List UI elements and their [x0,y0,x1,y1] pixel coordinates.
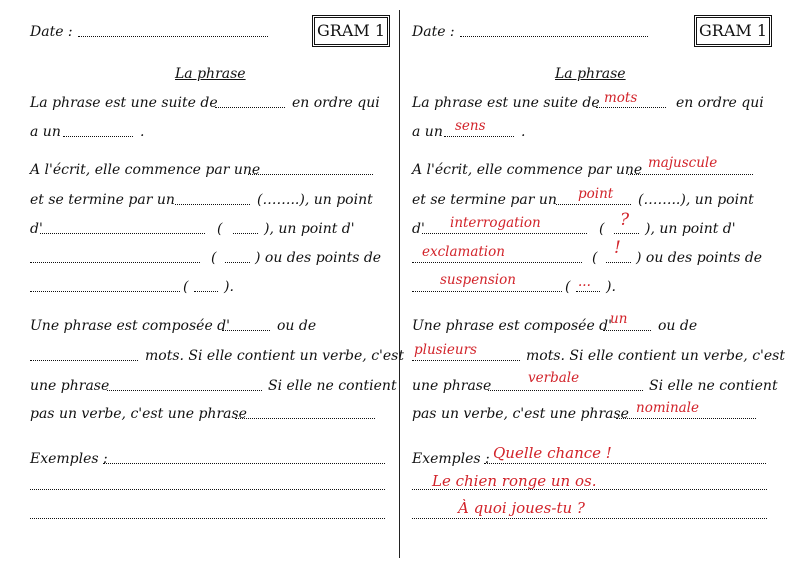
line6-open: ( [592,250,598,266]
blank-suspension[interactable] [30,291,180,292]
blank-interrogation[interactable] [40,233,205,234]
line6-end: ) ou des points de [255,250,382,266]
blank-ellipsis[interactable] [576,291,600,292]
line5-open: ( [217,221,223,237]
line8-start: Une phrase est composée d' [30,318,230,334]
example-line-3[interactable] [412,518,767,519]
blank-plusieurs[interactable] [30,360,138,361]
line7-open: ( [183,279,189,295]
example-line-2[interactable] [30,489,385,490]
line4-paren: (……..), un point [638,192,754,208]
line1-end: en ordre qui [292,95,380,111]
blank-majuscule[interactable] [248,174,373,175]
line5-open: ( [599,221,605,237]
corrected-worksheet [400,0,800,566]
worksheet-title: La phrase [555,66,626,82]
line8-end: ou de [277,318,317,334]
date-line[interactable] [460,36,648,37]
line9-end: mots. Si elle contient un verbe, c'est [526,348,785,364]
blank-exclamation-mark[interactable] [606,262,631,263]
line11-start: pas un verbe, c'est une phrase [30,406,247,422]
line2-start: a un [30,124,61,140]
line1-end: en ordre qui [676,95,764,111]
answer-point: point [578,186,614,202]
line7-open: ( [565,279,571,295]
worksheet-title: La phrase [175,66,246,82]
blank-question-mark[interactable] [233,233,258,234]
blank-question-mark[interactable] [614,233,639,234]
blank-sens[interactable] [63,136,133,137]
line1-start: La phrase est une suite de [30,95,218,111]
blank-suspension[interactable] [412,291,562,292]
line10-end: Si elle ne contient [649,378,778,394]
blank-exclamation[interactable] [412,262,582,263]
gram-badge: GRAM 1 [694,15,772,47]
blank-verbale[interactable] [107,390,262,391]
answer-verbale: verbale [528,370,580,386]
line6-end: ) ou des points de [636,250,763,266]
blank-exclamation-mark[interactable] [225,262,250,263]
blank-majuscule[interactable] [628,174,753,175]
answer-interrogation: interrogation [450,215,541,231]
blank-point[interactable] [556,204,631,205]
blank-sens[interactable] [444,136,514,137]
line4-paren: (……..), un point [257,192,373,208]
line2-end: . [140,124,145,140]
line5-start: d' [412,221,425,237]
line1-start: La phrase est une suite de [412,95,600,111]
examples-label: Exemples : [412,451,490,467]
answer-example-2: Le chien ronge un os. [432,472,597,490]
answer-suspension: suspension [440,272,516,288]
answer-ellipsis: ... [578,274,591,290]
line8-start: Une phrase est composée d' [412,318,612,334]
line3-start: A l'écrit, elle commence par une [412,162,643,178]
answer-question-mark: ? [620,210,630,230]
blank-mots[interactable] [215,107,285,108]
line10-start: une phrase [412,378,492,394]
date-line[interactable] [78,36,268,37]
blank-nominale[interactable] [616,418,756,419]
answer-un: un [610,311,628,327]
blank-point[interactable] [175,204,250,205]
blank-interrogation[interactable] [422,233,587,234]
blank-nominale[interactable] [235,418,375,419]
blank-verbale[interactable] [488,390,643,391]
line5-end: ), un point d' [264,221,355,237]
line7-end: ). [606,279,616,295]
blank-mots[interactable] [596,107,666,108]
line3-start: A l'écrit, elle commence par une [30,162,261,178]
line5-start: d' [30,221,43,237]
answer-nominale: nominale [636,400,699,416]
line11-start: pas un verbe, c'est une phrase [412,406,629,422]
line2-end: . [521,124,526,140]
answer-sens: sens [455,118,486,134]
answer-example-3: À quoi joues-tu ? [458,499,585,517]
answer-exclamation: exclamation [422,244,505,260]
line6-open: ( [211,250,217,266]
line5-end: ), un point d' [645,221,736,237]
line10-end: Si elle ne contient [268,378,397,394]
blank-un[interactable] [603,330,651,331]
line4-start: et se termine par un [30,192,175,208]
answer-majuscule: majuscule [648,155,718,171]
answer-example-1: Quelle chance ! [493,444,612,462]
blank-exclamation[interactable] [30,262,200,263]
date-label: Date : [30,24,73,40]
line7-end: ). [224,279,234,295]
line2-start: a un [412,124,443,140]
blank-ellipsis[interactable] [194,291,218,292]
blank-un[interactable] [222,330,270,331]
line4-start: et se termine par un [412,192,557,208]
blank-plusieurs[interactable] [412,360,520,361]
line9-end: mots. Si elle contient un verbe, c'est [145,348,404,364]
example-line-1[interactable] [103,463,385,464]
answer-exclamation-mark: ! [614,238,621,258]
line10-start: une phrase [30,378,110,394]
answer-mots: mots [604,90,638,106]
line8-end: ou de [658,318,698,334]
date-label: Date : [412,24,455,40]
gram-badge: GRAM 1 [312,15,390,47]
example-line-3[interactable] [30,518,385,519]
examples-label: Exemples : [30,451,108,467]
example-line-1[interactable] [484,463,766,464]
answer-plusieurs: plusieurs [414,342,477,358]
